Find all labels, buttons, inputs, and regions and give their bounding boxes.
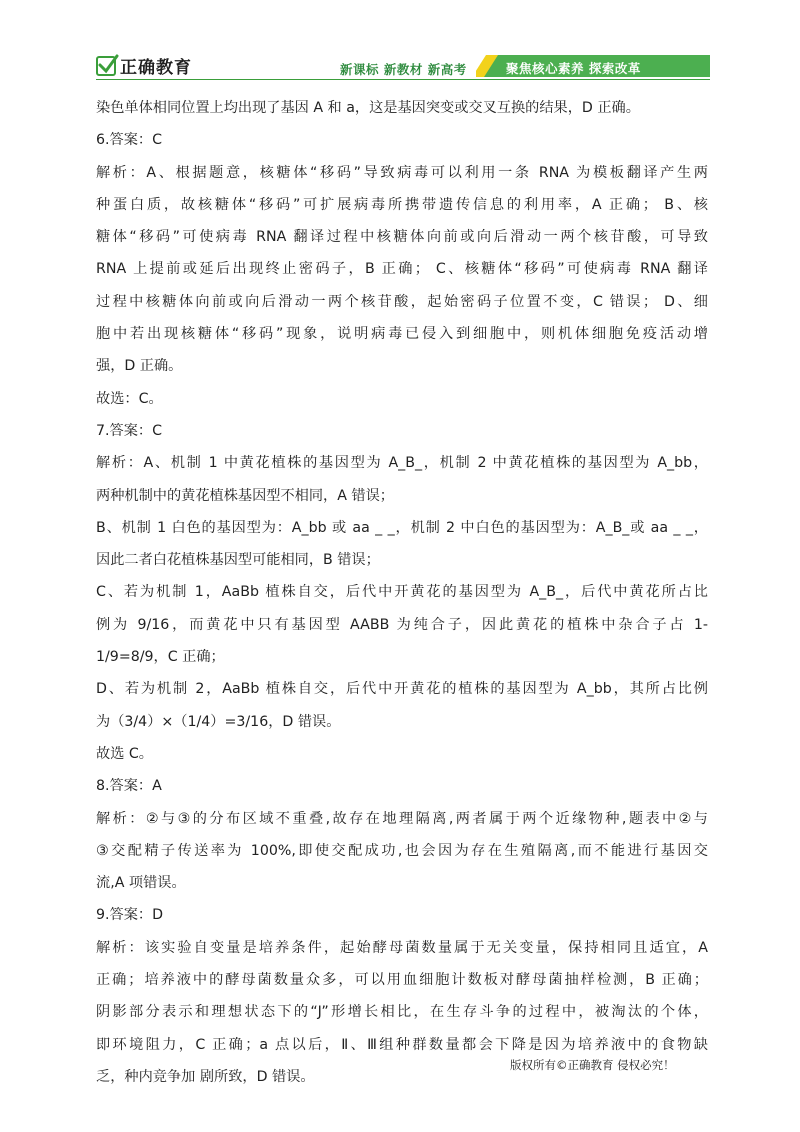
text-line: 阴影部分表示和理想状态下的“J”形增长相比，在生存斗争的过程中，被淘汰的个体， xyxy=(96,1004,708,1021)
text-line: 9.答案：D xyxy=(96,907,164,924)
text-line: 种蛋白质，故核糖体“移码”可扩展病毒所携带遗传信息的利用率，A 正确； B、核 xyxy=(96,196,708,213)
text-line: 强，D 正确。 xyxy=(96,358,183,375)
text-line: 解析：A、机制 1 中黄花植株的基因型为 A_B_，机制 2 中黄花植株的基因型为 A_bb， xyxy=(96,455,708,472)
text-line: 乏，种内竞争加 剧所致，D 错误。 xyxy=(96,1068,315,1085)
text-line: 1/9=8/9，C 正确； xyxy=(96,649,225,666)
text-line: 染色单体相同位置上均出现了基因 A 和 a，这是基因突变或交叉互换的结果，D 正确。 xyxy=(96,100,640,116)
text-line: 正确；培养液中的酵母菌数量众多，可以用血细胞计数板对酵母菌抽样检测，B 正确； xyxy=(96,972,708,989)
text-line: 为（3/4）×（1/4）=3/16，D 错误。 xyxy=(96,713,341,730)
slogan-left: 新课标 新教材 新高考 xyxy=(340,62,467,77)
slogan-banner xyxy=(476,55,710,77)
brand-name: 正确教育 xyxy=(120,58,192,78)
text-line: 两种机制中的黄花植株基因型不相同，A 错误； xyxy=(96,487,394,504)
document-body xyxy=(96,92,708,1093)
header-divider xyxy=(96,79,710,80)
page-header xyxy=(0,0,800,82)
text-line: B、机制 1 白色的基因型为：A_bb 或 aa _ _，机制 2 中白色的基因型为：A_B_或 aa _ _， xyxy=(96,519,708,536)
text-line: 例为 9/16，而黄花中只有基因型 AABB 为纯合子，因此黄花的植株中杂合子占 1- xyxy=(96,616,708,633)
text-line: 解析：②与③的分布区域不重叠,故存在地理隔离,两者属于两个近缘物种,题表中②与 xyxy=(96,810,708,827)
text-line: 故选 C。 xyxy=(96,745,153,762)
slogan-right: 聚焦核心素养 探索改革 xyxy=(506,61,641,76)
text-line: C、若为机制 1，AaBb 植株自交，后代中开黄花的基因型为 A_B_，后代中黄花所占比 xyxy=(96,584,708,601)
text-line: D、若为机制 2，AaBb 植株自交，后代中开黄花的植株的基因型为 A_bb，其所占比例 xyxy=(96,681,708,698)
text-line: 流,A 项错误。 xyxy=(96,875,186,892)
brand-logo xyxy=(96,53,192,78)
text-line: 糖体“移码”可使病毒 RNA 翻译过程中核糖体向前或向后滑动一两个核苷酸，可导致 xyxy=(96,229,708,246)
text-line: 即环境阻力，C 正确；a 点以后，Ⅱ、Ⅲ组种群数量都会下降是因为培养液中的食物缺 xyxy=(96,1036,708,1053)
text-line: ③交配精子传送率为 100%,即使交配成功,也会因为存在生殖隔离,而不能进行基因交 xyxy=(96,842,708,859)
text-line: 7.答案：C xyxy=(96,422,163,439)
text-line: 8.答案：A xyxy=(96,778,162,795)
text-line: 因此二者白花植株基因型可能相同，B 错误； xyxy=(96,552,380,569)
text-line: 6.答案：C xyxy=(96,132,163,149)
text-line: 故选：C。 xyxy=(96,390,163,407)
text-line: 胞中若出现核糖体“移码”现象，说明病毒已侵入到细胞中，则机体细胞免疫活动增 xyxy=(96,326,708,343)
check-icon xyxy=(96,56,116,76)
text-line: RNA 上提前或延后出现终止密码子，B 正确； C、核糖体“移码”可使病毒 RNA 翻译 xyxy=(96,261,708,278)
copyright-footer: 版权所有©正确教育 侵权必究！ xyxy=(510,1058,675,1072)
text-line: 过程中核糖体向前或向后滑动一两个核苷酸，起始密码子位置不变，C 错误； D、细 xyxy=(96,293,708,310)
text-line: 解析：A、根据题意，核糖体“移码”导致病毒可以利用一条 RNA 为模板翻译产生两 xyxy=(96,164,708,181)
text-line: 解析：该实验自变量是培养条件，起始酵母菌数量属于无关变量，保持相同且适宜，A xyxy=(96,939,708,956)
